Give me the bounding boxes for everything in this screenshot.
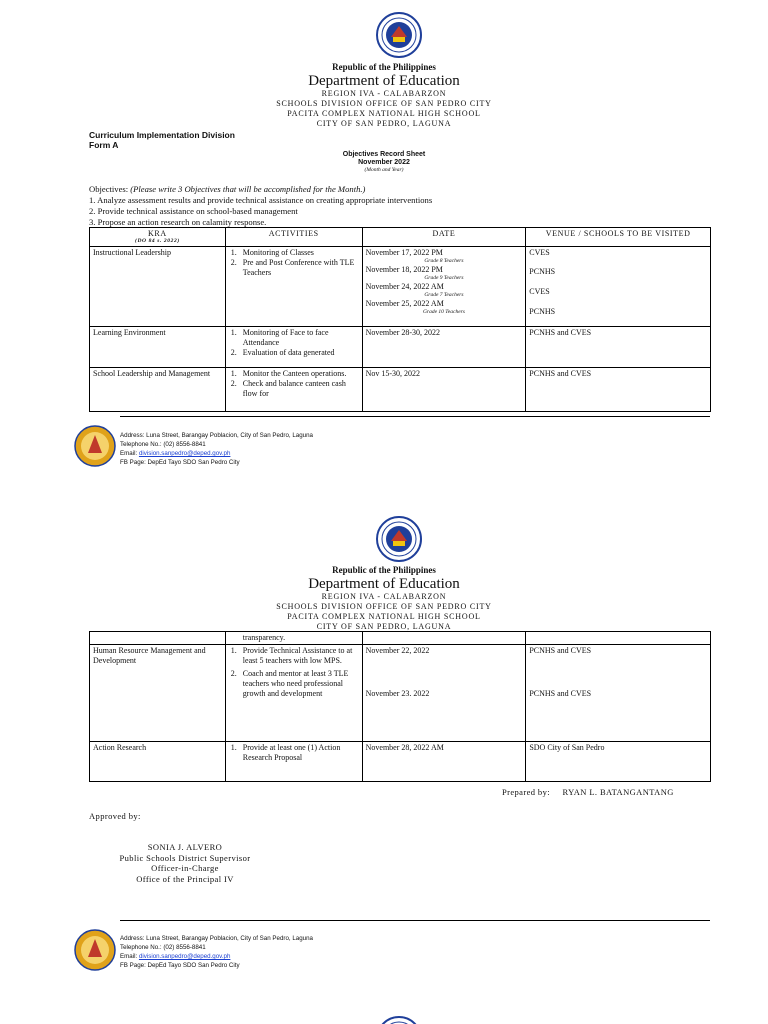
venue-line: PCNHS [529, 267, 556, 276]
date-cell: November 28-30, 2022 [362, 327, 526, 368]
header-city: CITY OF SAN PEDRO, LAGUNA [316, 622, 452, 631]
header-department: Department of Education [308, 73, 460, 89]
venue-line: CVES [529, 248, 550, 257]
table-header-row [90, 228, 711, 247]
approver-title: Public Schools District Supervisor [119, 852, 251, 863]
objectives-table-page2 [89, 631, 711, 782]
footer-fb: FB Page: DepEd Tayo SDO San Pedro City [120, 962, 240, 969]
table-row [90, 368, 711, 412]
footer-block [120, 934, 313, 970]
footer-address: Address: Luna Street, Barangay Poblacion, City of San Pedro, Laguna [120, 432, 313, 439]
sdo-seal-icon [74, 425, 116, 467]
activities-cell: transparency. [225, 632, 362, 645]
venue-cell [526, 645, 711, 742]
kra-cell: Human Resource Management and Development [90, 645, 226, 742]
kra-cell: Learning Environment [90, 327, 226, 368]
header-region: REGION IVA - CALABARZON [321, 89, 447, 98]
date-cell [362, 247, 526, 327]
footer-telephone: Telephone No.: (02) 8556-8841 [120, 441, 206, 448]
footer-telephone: Telephone No.: (02) 8556-8841 [120, 944, 206, 951]
venue-cell: SDO City of San Pedro [526, 742, 711, 782]
month-note: (Month and Year) [364, 167, 404, 173]
deped-seal-icon [376, 12, 422, 58]
deped-seal-icon [376, 516, 422, 562]
activities-cell [225, 247, 362, 327]
objectives-heading [89, 184, 365, 195]
footer-email-link[interactable]: division.sanpedro@deped.gov.ph [138, 953, 231, 960]
curriculum-division-label: Curriculum Implementation Division [89, 130, 235, 140]
kra-cell [90, 632, 226, 645]
objectives-instruction: (Please write 3 Objectives that will be accomplished for the Month.) [130, 184, 366, 194]
venue-header: VENUE / SCHOOLS TO BE VISITED [526, 228, 711, 247]
footer-email-row [120, 952, 313, 961]
approver-title: Office of the Principal IV [136, 873, 234, 884]
kra-cell: Instructional Leadership [90, 247, 226, 327]
footer-rule [120, 920, 710, 921]
kra-header [90, 228, 226, 247]
sheet-title: Objectives Record Sheet [342, 151, 426, 158]
date-line: November 23. 2022 [365, 689, 430, 698]
activity-item: 2. Check and balance canteen cash flow for [230, 379, 346, 398]
date-line: November 24, 2022 AM [365, 282, 444, 291]
table-row [90, 645, 711, 742]
sheet-month: November 2022 [358, 159, 410, 166]
activity-item: 2. Evaluation of data generated [230, 348, 335, 357]
venue-cell: PCNHS and CVES [526, 327, 711, 368]
venue-cell [526, 632, 711, 645]
deped-seal-icon [376, 1016, 422, 1024]
activities-cell [225, 742, 362, 782]
approver-title: Officer-in-Charge [151, 863, 219, 873]
activity-item: 2. Coach and mentor at least 3 TLE teachers who need professional growth and development [230, 669, 349, 698]
sdo-seal-icon [74, 929, 116, 971]
kra-header-label: KRA [148, 229, 167, 238]
table-row [90, 327, 711, 368]
kra-header-sub: (DO 84 s. 2022) [135, 238, 180, 244]
venue-cell: PCNHS and CVES [526, 368, 711, 412]
activity-item: 1. Provide Technical Assistance to at least 5 teachers with low MPS. [230, 646, 353, 665]
prepared-by-name: RYAN L. BATANGANTANG [562, 787, 674, 797]
venue-line: CVES [529, 287, 550, 296]
footer-email-label: Email: [120, 953, 138, 960]
header-region: REGION IVA - CALABARZON [321, 592, 447, 601]
header-department: Department of Education [308, 576, 460, 592]
date-cell [362, 645, 526, 742]
objective-2: 2. Provide technical assistance on school-based management [89, 206, 298, 216]
approver-block [90, 842, 280, 884]
objectives-label: Objectives: [89, 184, 129, 194]
date-line: November 22, 2022 [365, 646, 430, 655]
activities-cell [225, 368, 362, 412]
header-city: CITY OF SAN PEDRO, LAGUNA [316, 119, 452, 128]
date-cell: November 28, 2022 AM [362, 742, 526, 782]
kra-cell: School Leadership and Management [90, 368, 226, 412]
date-cell [362, 632, 526, 645]
date-cell: Nov 15-30, 2022 [362, 368, 526, 412]
venue-line: PCNHS and CVES [529, 689, 592, 698]
grade-note: Grade 10 Teachers [422, 309, 465, 315]
venue-cell [526, 247, 711, 327]
header-school: PACITA COMPLEX NATIONAL HIGH SCHOOL [287, 109, 481, 118]
header-republic: Republic of the Philippines [332, 565, 436, 575]
objectives-table-page1 [89, 227, 711, 412]
objective-1: 1. Analyze assessment results and provide technical assistance on creating appropriate interventions [89, 195, 433, 205]
activity-item: 1. Provide at least one (1) Action Research Proposal [230, 743, 341, 762]
objective-3: 3. Propose an action research on calamity response. [89, 217, 267, 227]
prepared-by-block [502, 787, 674, 797]
form-label: Form A [89, 140, 119, 150]
header-division: SCHOOLS DIVISION OFFICE OF SAN PEDRO CITY [276, 99, 492, 108]
footer-email-row [120, 449, 313, 458]
date-line: November 18, 2022 PM [365, 265, 443, 274]
footer-email-link[interactable]: division.sanpedro@deped.gov.ph [138, 450, 231, 457]
approver-name: SONIA J. ALVERO [147, 842, 223, 852]
activity-item: 1. Monitoring of Classes [230, 248, 314, 257]
activities-cell [225, 645, 362, 742]
table-row [90, 247, 711, 327]
activities-cell [225, 327, 362, 368]
footer-email-label: Email: [120, 450, 138, 457]
footer-block [120, 431, 313, 467]
header-republic: Republic of the Philippines [332, 62, 436, 72]
table-row [90, 742, 711, 782]
grade-note: Grade 9 Teachers [424, 275, 464, 281]
footer-fb: FB Page: DepEd Tayo SDO San Pedro City [120, 459, 240, 466]
activity-item: 1. Monitoring of Face to face Attendance [230, 328, 329, 347]
prepared-by-label: Prepared by: [502, 787, 550, 797]
activity-item: 2. Pre and Post Conference with TLE Teachers [230, 258, 355, 277]
date-line: November 25, 2022 AM [365, 299, 444, 308]
activity-item: 1. Monitor the Canteen operations. [230, 369, 347, 378]
grade-note: Grade 7 Teachers [424, 292, 464, 298]
venue-line: PCNHS [529, 307, 556, 316]
approved-by-label: Approved by: [89, 811, 141, 821]
table-row [90, 632, 711, 645]
date-header: DATE [362, 228, 526, 247]
header-school: PACITA COMPLEX NATIONAL HIGH SCHOOL [287, 612, 481, 621]
footer-rule [120, 416, 710, 417]
activities-header: ACTIVITIES [225, 228, 362, 247]
date-line: November 17, 2022 PM [365, 248, 443, 257]
footer-address: Address: Luna Street, Barangay Poblacion, City of San Pedro, Laguna [120, 935, 313, 942]
kra-cell: Action Research [90, 742, 226, 782]
header-division: SCHOOLS DIVISION OFFICE OF SAN PEDRO CITY [276, 602, 492, 611]
grade-note: Grade 8 Teachers [424, 258, 464, 264]
venue-line: PCNHS and CVES [529, 646, 592, 655]
